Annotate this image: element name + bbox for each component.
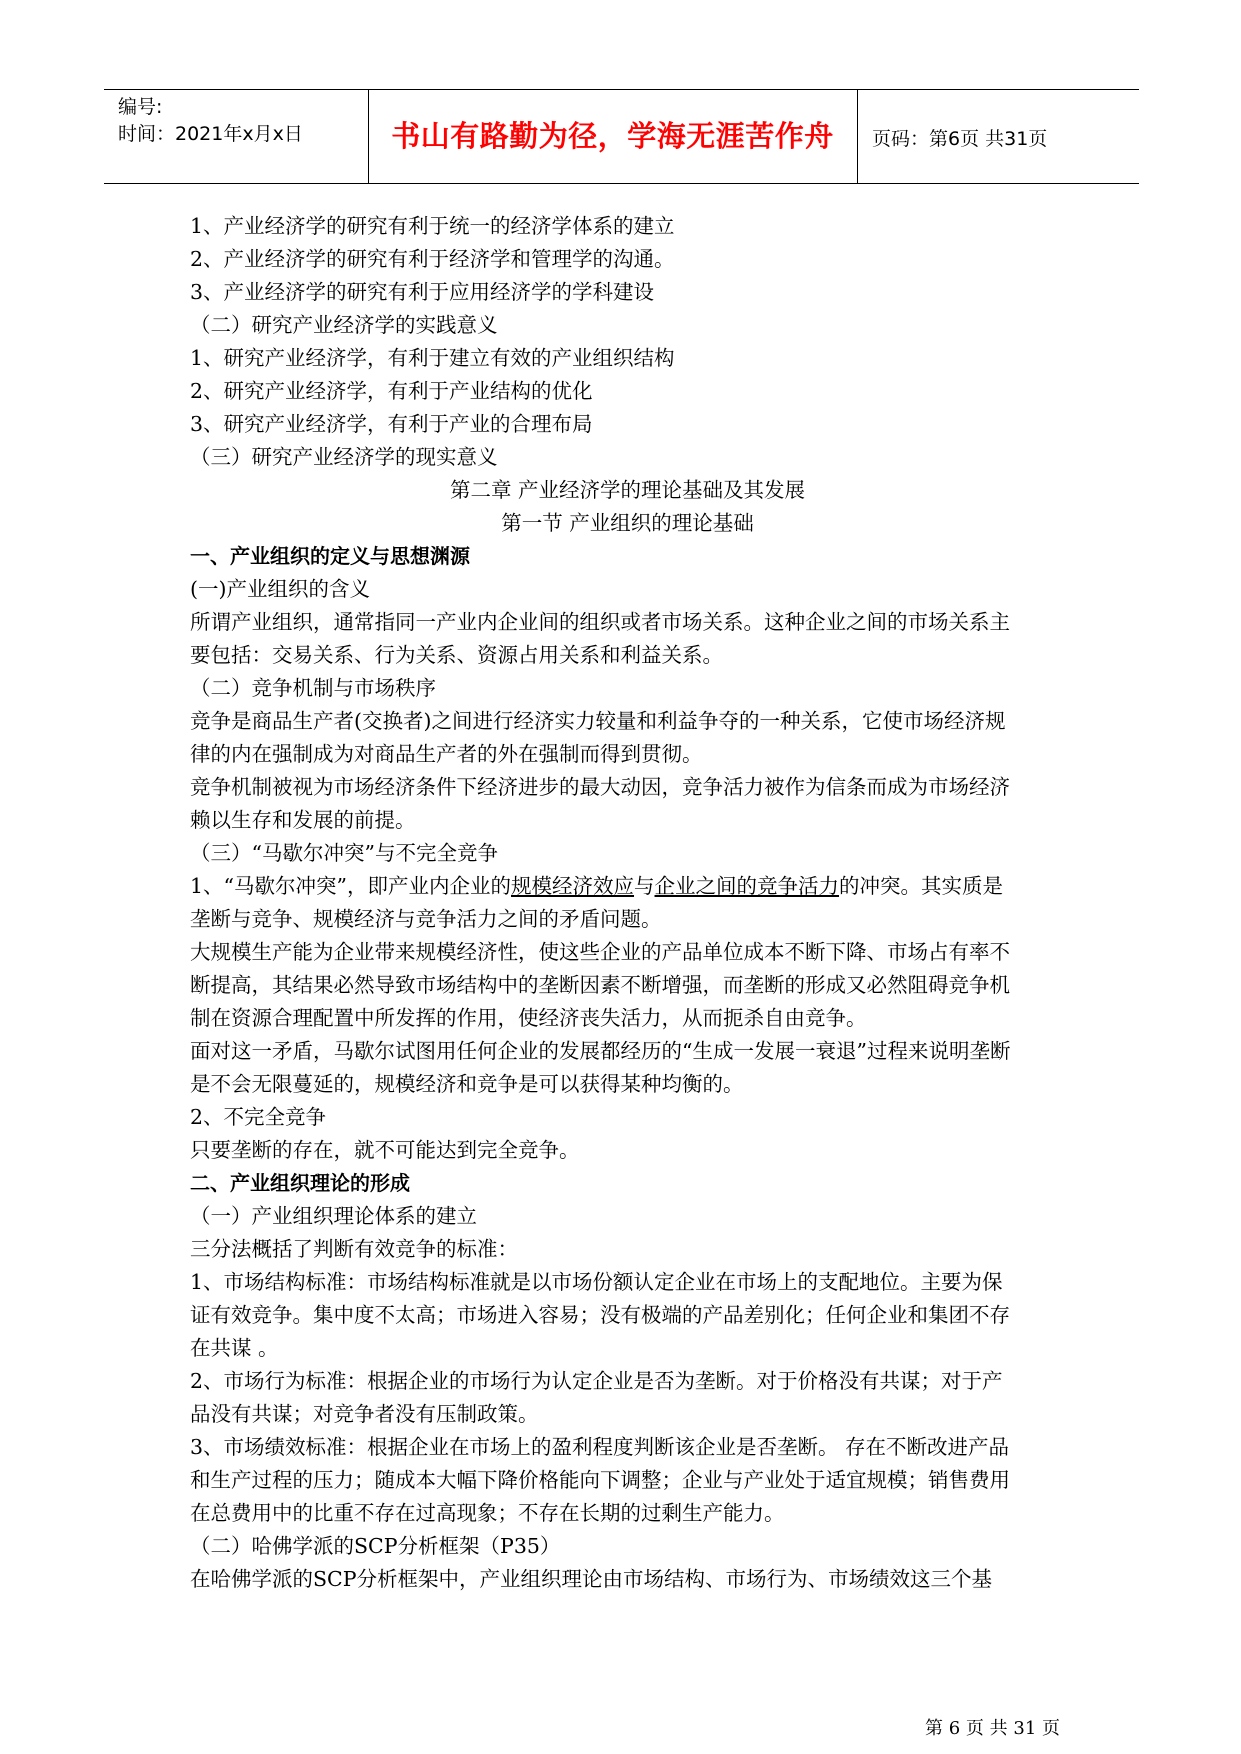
paragraph-line: 在共谋 。 (190, 1336, 279, 1360)
heading-2: 二、产业组织理论的形成 (190, 1171, 410, 1195)
paragraph-line: 制在资源合理配置中所发挥的作用，使经济丧失活力，从而扼杀自由竞争。 (190, 1006, 867, 1030)
paragraph-line: 竞争是商品生产者(交换者)之间进行经济实力较量和利益争夺的一种关系，它使市场经济规 (190, 709, 1006, 733)
subheading: （二）竞争机制与市场秩序 (190, 676, 436, 700)
paragraph-line: 和生产过程的压力；随成本大幅下降价格能向下调整；企业与产业处于适宜规模；销售费用 (190, 1468, 1010, 1492)
paragraph-line: 3、市场绩效标准：根据企业在市场上的盈利程度判断该企业是否垄断。 存在不断改进产品 (190, 1435, 1010, 1459)
subheading: (一)产业组织的含义 (190, 577, 370, 601)
paragraph-line: 1、研究产业经济学，有利于建立有效的产业组织结构 (190, 346, 675, 370)
subheading: （二）哈佛学派的SCP分析框架（P35） (190, 1534, 561, 1558)
subheading: 2、不完全竞争 (190, 1105, 327, 1129)
number-label: 编号: (118, 96, 163, 118)
chapter-title: 第二章 产业经济学的理论基础及其发展 (449, 478, 805, 502)
text-run: 1、“马歇尔冲突”，即产业内企业的 (190, 874, 512, 898)
paragraph-line: 面对这一矛盾，马歇尔试图用任何企业的发展都经历的“生成一发展一衰退”过程来说明垄断 (190, 1039, 1011, 1063)
paragraph-line: 3、研究产业经济学，有利于产业的合理布局 (190, 412, 593, 436)
text-run: 与 (634, 874, 655, 898)
subheading: （三）研究产业经济学的现实意义 (190, 445, 498, 469)
paragraph-line: 只要垄断的存在，就不可能达到完全竞争。 (190, 1138, 580, 1162)
paragraph-line (190, 870, 1065, 903)
underlined-term: 企业之间的竞争活力 (654, 874, 840, 898)
paragraph-line: 品没有共谋；对竞争者没有压制政策。 (190, 1402, 539, 1426)
paragraph-line: 要包括：交易关系、行为关系、资源占用关系和利益关系。 (190, 643, 723, 667)
paragraph-line: 律的内在强制成为对商品生产者的外在强制而得到贯彻。 (190, 742, 703, 766)
paragraph-line: 是不会无限蔓延的，规模经济和竞争是可以获得某种均衡的。 (190, 1072, 744, 1096)
header-table (104, 89, 1139, 184)
document-body (190, 210, 1065, 1596)
paragraph-line: 1、产业经济学的研究有利于统一的经济学体系的建立 (190, 214, 675, 238)
paragraph-line: 赖以生存和发展的前提。 (190, 808, 416, 832)
text-run: 的冲突。其实质是 (839, 874, 1004, 898)
paragraph-line: 大规模生产能为企业带来规模经济性，使这些企业的产品单位成本不断下降、市场占有率不 (190, 940, 1010, 964)
paragraph-line: 证有效竞争。集中度不太高；市场进入容易；没有极端的产品差别化；任何企业和集团不存 (190, 1303, 1010, 1327)
paragraph-line: 3、产业经济学的研究有利于应用经济学的学科建设 (190, 280, 655, 304)
paragraph-line: 断提高，其结果必然导致市场结构中的垄断因素不断增强，而垄断的形成又必然阻碍竞争机 (190, 973, 1010, 997)
paragraph-line: 竞争机制被视为市场经济条件下经济进步的最大动因，竞争活力被作为信条而成为市场经济 (190, 775, 1010, 799)
header-divider (857, 90, 858, 183)
page-footer: 第 6 页 共 31 页 (925, 1718, 1060, 1739)
section-title: 第一节 产业组织的理论基础 (501, 511, 754, 535)
header-left-cell (118, 94, 303, 148)
paragraph-line: 所谓产业组织，通常指同一产业内企业间的组织或者市场关系。这种企业之间的市场关系主 (190, 610, 1010, 634)
heading-1: 一、产业组织的定义与思想渊源 (190, 544, 470, 568)
paragraph-line: 三分法概括了判断有效竞争的标准： (190, 1237, 518, 1261)
underlined-term: 规模经济效应 (511, 874, 635, 898)
subheading: （一）产业组织理论体系的建立 (190, 1204, 477, 1228)
motto: 书山有路勤为径，学海无涯苦作舟 (391, 119, 834, 153)
paragraph-line: 2、市场行为标准：根据企业的市场行为认定企业是否为垄断。对于价格没有共谋；对于产 (190, 1369, 1003, 1393)
paragraph-line: 1、市场结构标准：市场结构标准就是以市场份额认定企业在市场上的支配地位。主要为保 (190, 1270, 1003, 1294)
paragraph-line: 2、产业经济学的研究有利于经济学和管理学的沟通。 (190, 247, 675, 271)
subheading: （二）研究产业经济学的实践意义 (190, 313, 498, 337)
page-label: 页码：第6页 共31页 (872, 128, 1048, 150)
paragraph-line: 2、研究产业经济学，有利于产业结构的优化 (190, 379, 593, 403)
time-label: 时间：2021年x月x日 (118, 123, 303, 145)
paragraph-line: 垄断与竞争、规模经济与竞争活力之间的矛盾问题。 (190, 907, 662, 931)
subheading: （三）“马歇尔冲突”与不完全竞争 (190, 841, 498, 865)
paragraph-line: 在哈佛学派的SCP分析框架中，产业组织理论由市场结构、市场行为、市场绩效这三个基 (190, 1567, 993, 1591)
paragraph-line: 在总费用中的比重不存在过高现象；不存在长期的过剩生产能力。 (190, 1501, 785, 1525)
